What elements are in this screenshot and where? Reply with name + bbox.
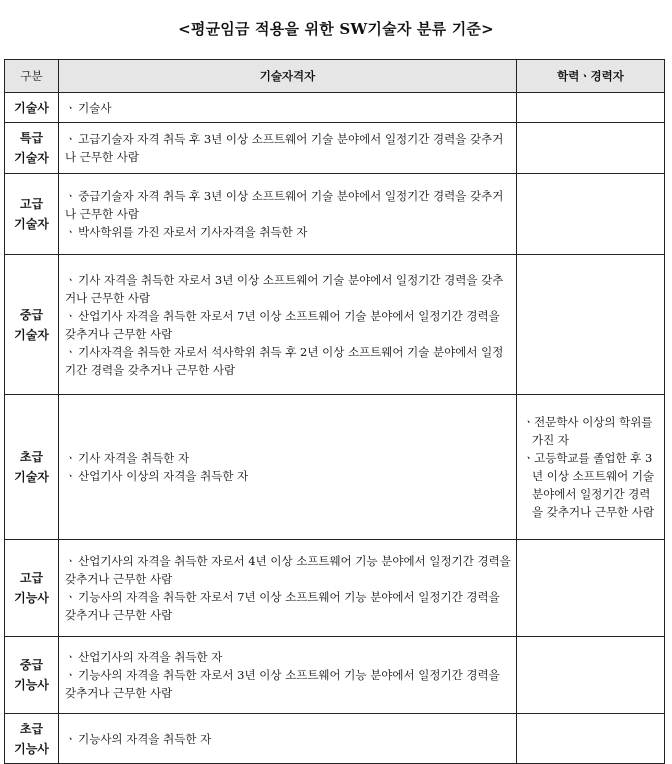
bullet-icon: ㆍ [65, 272, 77, 287]
education-cell [517, 540, 665, 637]
table-header-row [5, 60, 665, 93]
category-cell [5, 540, 59, 637]
category-label: 기능사 [14, 591, 49, 605]
category-cell [5, 174, 59, 255]
table-row-engineer-senior [5, 174, 665, 255]
category-cell [5, 395, 59, 540]
category-label: 기술사 [14, 100, 49, 115]
qualification-cell [59, 637, 517, 714]
table-row-technician-junior [5, 714, 665, 764]
education-cell [517, 93, 665, 123]
qualification-text: 산업기사 이상의 자격을 취득한 자 [78, 469, 249, 483]
education-item [523, 413, 660, 449]
education-cell [517, 123, 665, 174]
category-cell [5, 714, 59, 764]
header-qualification: 기술자격자 [59, 60, 517, 93]
qualification-text: 기사자격을 취득한 자로서 석사학위 취득 후 2년 이상 소프트웨어 기술 분야에서 일정기간 경력을 갖추거나 근무한 사람 [65, 344, 504, 377]
qualification-item [65, 648, 512, 666]
qualification-item [65, 187, 512, 223]
table-row-engineer-pe [5, 93, 665, 123]
header-category: 구분 [5, 60, 59, 93]
qualification-text: 기능사의 자격을 취득한 자로서 7년 이상 소프트웨어 기능 분야에서 일정기간 경력을 갖추거나 근무한 사람 [65, 590, 500, 622]
bullet-icon: ㆍ [65, 132, 77, 146]
bullet-icon: ㆍ [65, 344, 77, 359]
qualification-text: 산업기사의 자격을 취득한 자 [78, 650, 223, 664]
category-label: 기술자 [14, 217, 49, 231]
bullet-icon: ㆍ [65, 590, 77, 604]
qualification-cell [59, 255, 517, 395]
category-label: 기술자 [14, 151, 49, 165]
qualification-text: 기사 자격을 취득한 자 [78, 451, 190, 465]
qualification-cell [59, 174, 517, 255]
page-title: <평균임금 적용을 위한 SW기술자 분류 기준> [178, 20, 494, 38]
qualification-item [65, 666, 512, 702]
qualification-text: 기능사의 자격을 취득한 자로서 3년 이상 소프트웨어 기능 분야에서 일정기간 경력을 갖추거나 근무한 사람 [65, 668, 500, 700]
bullet-icon: ㆍ [65, 650, 77, 664]
bullet-icon: ㆍ [523, 415, 535, 429]
bullet-icon: ㆍ [65, 668, 77, 682]
bullet-icon: ㆍ [65, 189, 77, 203]
category-label: 중급 [19, 658, 44, 672]
category-label: 초급 [19, 450, 44, 464]
category-label: 기능사 [14, 741, 49, 756]
qualification-item [65, 343, 512, 379]
education-item [523, 449, 660, 521]
table-row-engineer-intermediate [5, 255, 665, 395]
education-cell [517, 395, 665, 540]
category-cell [5, 255, 59, 395]
qualification-item [65, 588, 512, 624]
bullet-icon: ㆍ [523, 451, 535, 465]
bullet-icon: ㆍ [65, 225, 77, 239]
category-label: 기술자 [14, 470, 49, 484]
category-label: 특급 [19, 131, 44, 145]
education-cell [517, 174, 665, 255]
qualification-text: 기사 자격을 취득한 자로서 3년 이상 소프트웨어 기술 분야에서 일정기간 경력을 갖추거나 근무한 사람 [65, 272, 504, 305]
bullet-icon: ㆍ [65, 469, 77, 483]
category-label: 중급 [19, 307, 44, 322]
qualification-cell [59, 540, 517, 637]
qualification-item [65, 449, 512, 467]
qualification-text: 산업기사의 자격을 취득한 자로서 4년 이상 소프트웨어 기능 분야에서 일정기간 경력을 갖추거나 근무한 사람 [65, 554, 511, 586]
qualification-text: 중급기술자 자격 취득 후 3년 이상 소프트웨어 기술 분야에서 일정기간 경력을 갖추거나 근무한 사람 [65, 189, 504, 221]
qualification-item [65, 730, 512, 748]
table-row-engineer-junior [5, 395, 665, 540]
qualification-item [65, 467, 512, 485]
category-label: 기능사 [14, 678, 49, 692]
qualification-cell [59, 395, 517, 540]
qualification-item [65, 130, 512, 166]
education-cell [517, 714, 665, 764]
bullet-icon: ㆍ [65, 100, 77, 115]
qualification-item [65, 307, 512, 343]
category-cell [5, 93, 59, 123]
qualification-cell [59, 714, 517, 764]
table-row-technician-senior [5, 540, 665, 637]
category-label: 고급 [19, 571, 44, 585]
education-text: 고등학교를 졸업한 후 3년 이상 소프트웨어 기술 분야에서 일정기간 경력을 갖추거나 근무한 사람 [532, 451, 655, 519]
category-label: 기술자 [14, 327, 49, 342]
category-label: 초급 [19, 721, 44, 736]
qualification-cell [59, 123, 517, 174]
education-text: 전문학사 이상의 학위를 가진 자 [532, 415, 653, 447]
bullet-icon: ㆍ [65, 308, 77, 323]
education-cell [517, 637, 665, 714]
qualification-text: 고급기술자 자격 취득 후 3년 이상 소프트웨어 기술 분야에서 일정기간 경력을 갖추거나 근무한 사람 [65, 132, 504, 164]
bullet-icon: ㆍ [65, 731, 77, 746]
qualification-text: 산업기사 자격을 취득한 자로서 7년 이상 소프트웨어 기술 분야에서 일정기간 경력을 갖추거나 근무한 사람 [65, 308, 500, 341]
bullet-icon: ㆍ [65, 451, 77, 465]
classification-table [4, 59, 665, 764]
education-cell [517, 255, 665, 395]
qualification-text: 기술사 [78, 100, 112, 115]
qualification-text: 기능사의 자격을 취득한 자 [78, 731, 212, 746]
table-row-engineer-special [5, 123, 665, 174]
category-cell [5, 637, 59, 714]
qualification-item [65, 223, 512, 241]
qualification-item [65, 99, 512, 117]
table-row-technician-intermediate [5, 637, 665, 714]
header-education: 학력ㆍ경력자 [517, 60, 665, 93]
category-label: 고급 [19, 197, 44, 211]
qualification-item [65, 552, 512, 588]
qualification-text: 박사학위를 가진 자로서 기사자격을 취득한 자 [78, 225, 308, 239]
qualification-item [65, 271, 512, 307]
bullet-icon: ㆍ [65, 554, 77, 568]
qualification-cell [59, 93, 517, 123]
category-cell [5, 123, 59, 174]
